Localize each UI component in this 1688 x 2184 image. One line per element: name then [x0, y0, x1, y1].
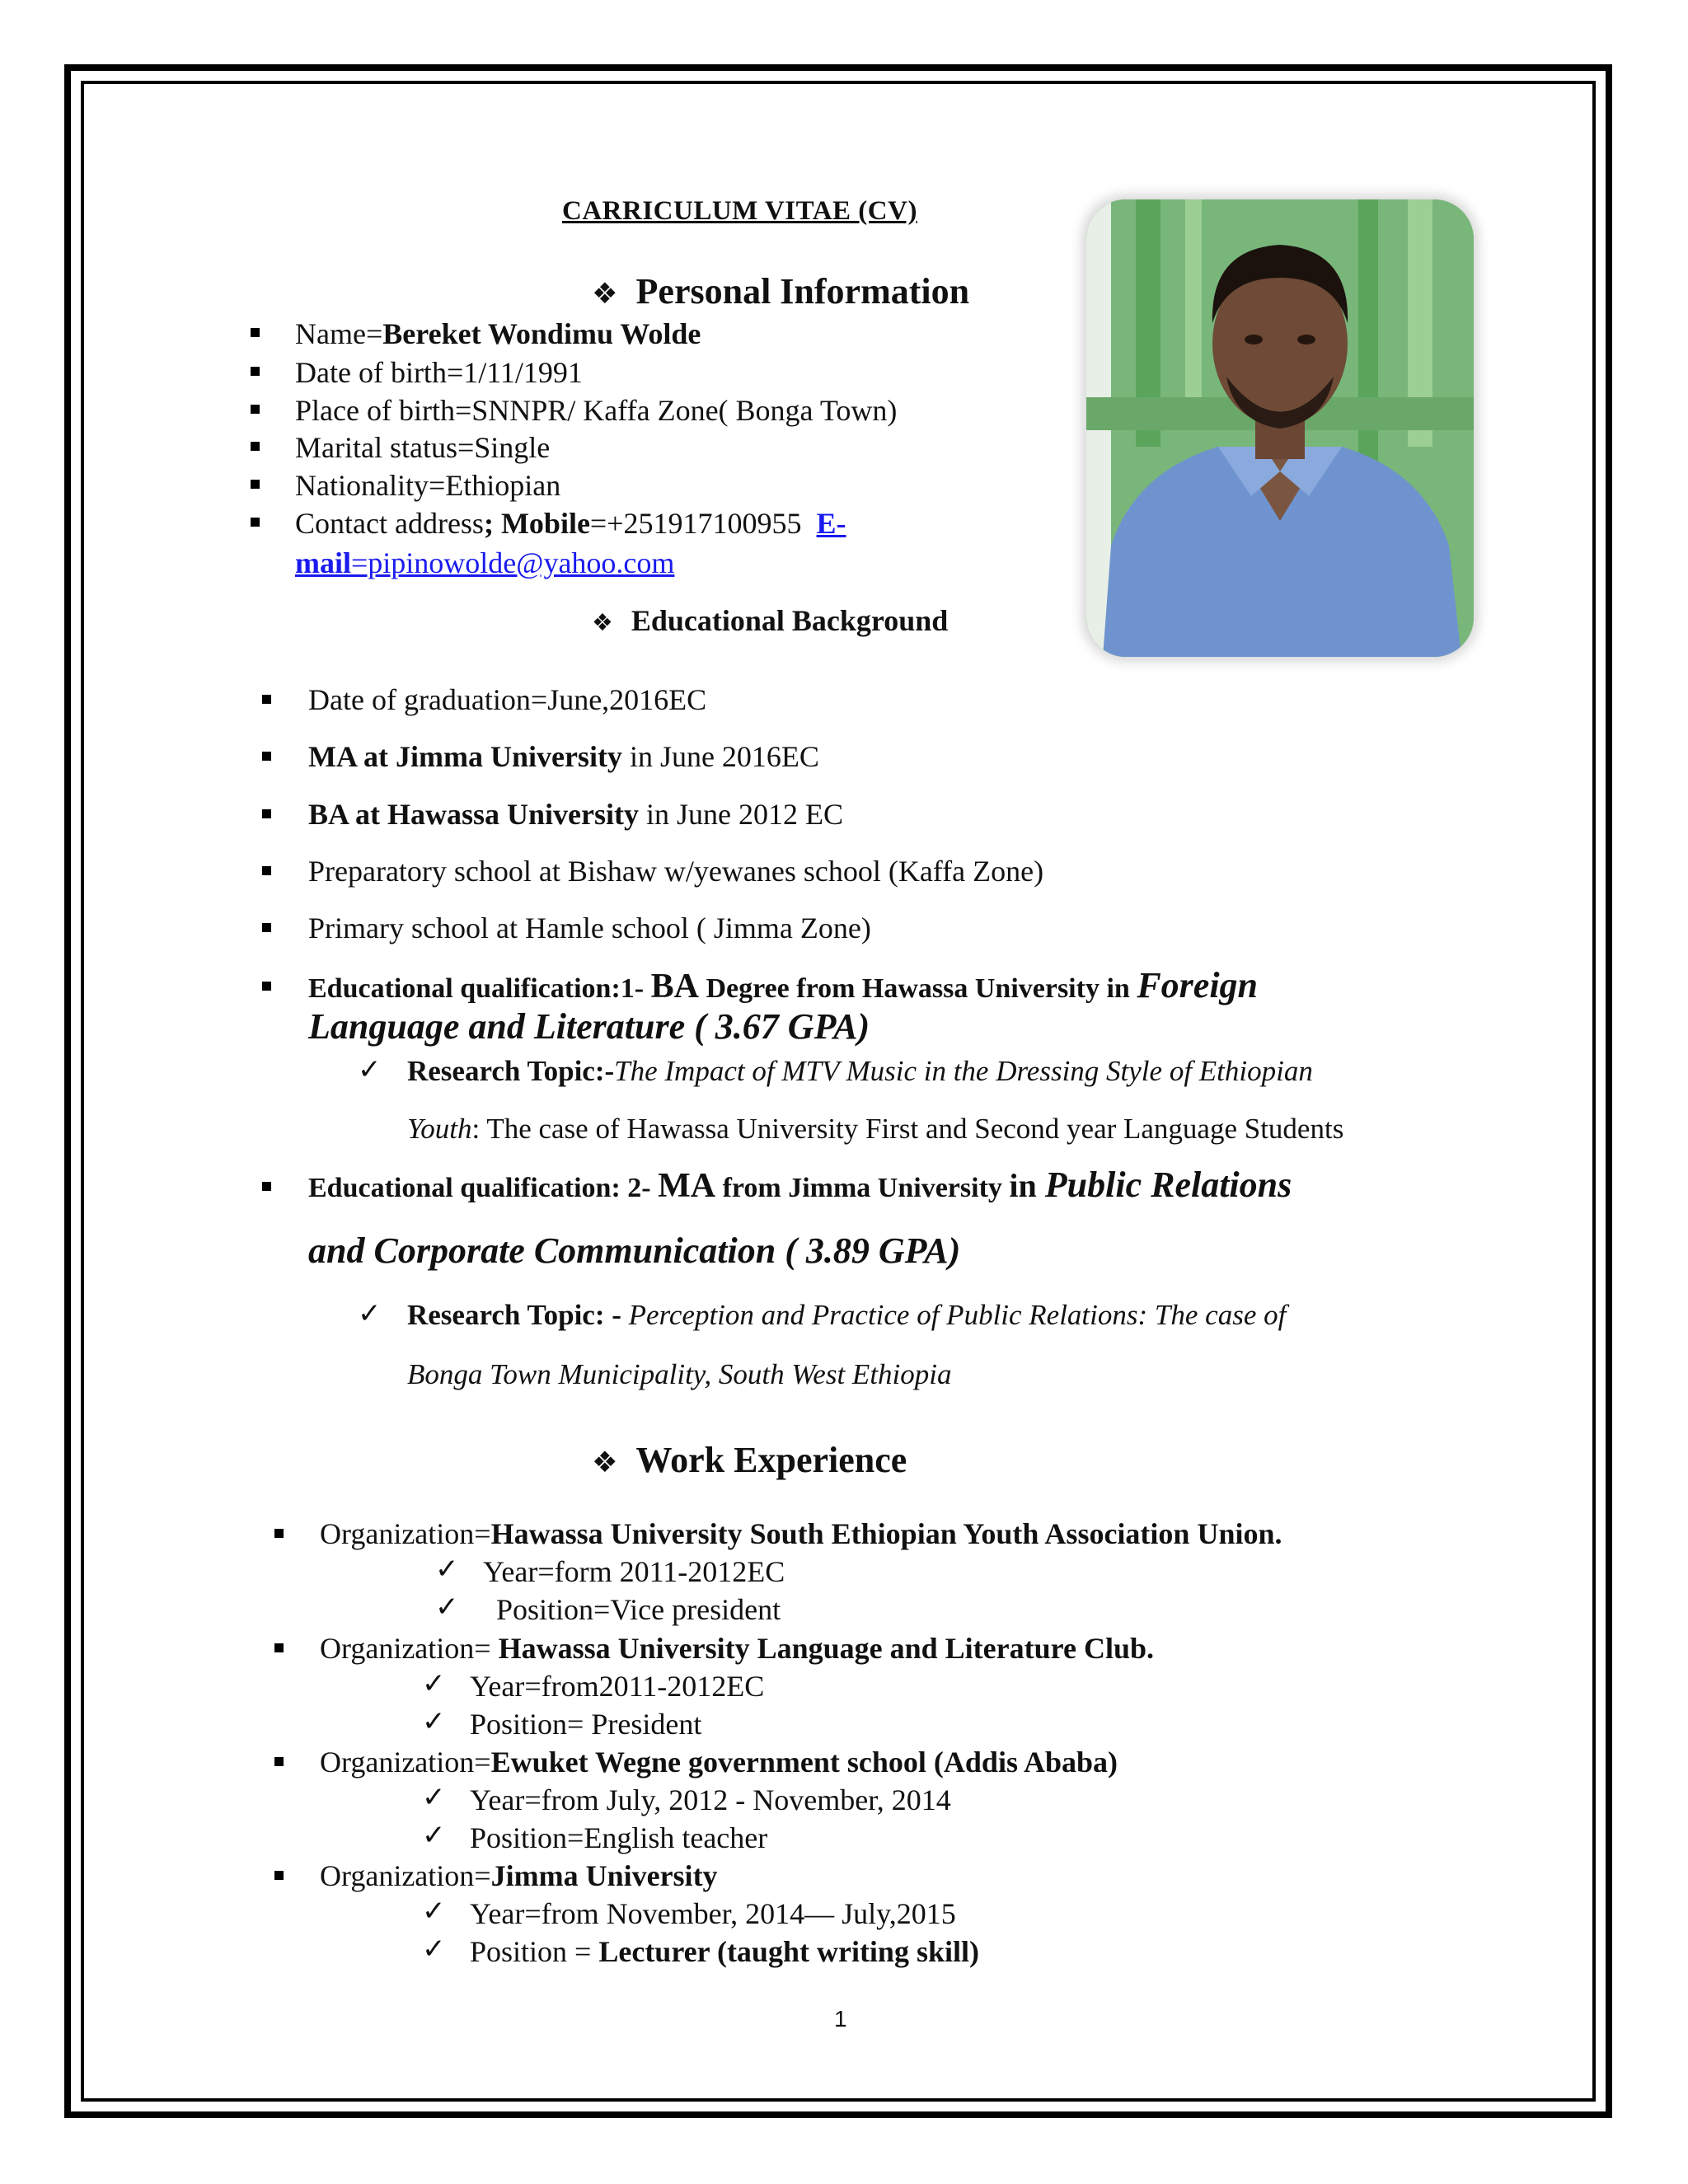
work-year-2: Year=from2011-2012EC — [470, 1670, 765, 1703]
square-bullet-icon — [251, 442, 260, 451]
work-position-2: Position= President — [470, 1708, 702, 1741]
square-bullet-icon — [251, 328, 260, 337]
check-mark-icon: ✓ — [435, 1591, 459, 1624]
square-bullet-icon — [262, 923, 271, 932]
diamond-bullet-icon: ❖ — [592, 608, 613, 636]
marital-line: Marital status=Single — [295, 431, 551, 464]
square-bullet-icon — [262, 866, 271, 875]
check-mark-icon: ✓ — [435, 1553, 459, 1586]
work-year-4: Year=from November, 2014— July,2015 — [470, 1897, 956, 1930]
qualification-2-line: Educational qualification: 2- MA from Jimma University in Public Relations — [308, 1165, 1292, 1205]
work-org-3: Organization=Ewuket Wegne government school (Addis Ababa) — [320, 1746, 1118, 1779]
primary-line: Primary school at Hamle school ( Jimma Zone) — [308, 912, 871, 944]
personal-info-heading: ❖ Personal Information — [592, 271, 970, 312]
contact-line: Contact address; Mobile=+251917100955 E- — [295, 507, 846, 540]
square-bullet-icon — [262, 752, 271, 761]
check-mark-icon: ✓ — [422, 1895, 446, 1928]
diamond-bullet-icon: ❖ — [592, 1446, 618, 1479]
qualification-1-field: Language and Literature ( 3.67 GPA) — [308, 1006, 870, 1047]
check-mark-icon: ✓ — [358, 1297, 382, 1330]
education-heading: ❖ Educational Background — [592, 604, 949, 637]
email-link[interactable]: mail=pipinowolde@yahoo.com — [295, 546, 675, 579]
square-bullet-icon — [262, 1182, 271, 1191]
work-year-1: Year=form 2011-2012EC — [483, 1555, 785, 1588]
work-org-2: Organization= Hawassa University Language and Literature Club. — [320, 1632, 1154, 1665]
graduation-line: Date of graduation=June,2016EC — [308, 683, 707, 716]
nationality-line: Nationality=Ethiopian — [295, 469, 561, 502]
square-bullet-icon — [274, 1529, 284, 1538]
pob-line: Place of birth=SNNPR/ Kaffa Zone( Bonga Town) — [295, 394, 898, 427]
work-org-1: Organization=Hawassa University South Ethiopian Youth Association Union. — [320, 1517, 1282, 1550]
square-bullet-icon — [262, 695, 271, 704]
square-bullet-icon — [251, 518, 260, 527]
ba-line: BA at Hawassa University in June 2012 EC — [308, 798, 844, 831]
square-bullet-icon — [262, 982, 271, 991]
work-position-1: Position=Vice president — [496, 1593, 781, 1626]
work-org-4: Organization=Jimma University — [320, 1859, 718, 1892]
diamond-bullet-icon: ❖ — [592, 277, 618, 311]
research-topic-2-line: Research Topic: - Perception and Practice of Public Relations: The case of — [407, 1299, 1287, 1331]
square-bullet-icon — [274, 1643, 284, 1652]
qualification-2-field: and Corporate Communication ( 3.89 GPA) — [308, 1230, 961, 1271]
check-mark-icon: ✓ — [358, 1053, 382, 1086]
qualification-1-line: Educational qualification:1- BA Degree from Hawassa University in Foreign — [308, 965, 1259, 1005]
check-mark-icon: ✓ — [422, 1667, 446, 1700]
research-topic-1-line: Research Topic:-The Impact of MTV Music in the Dressing Style of Ethiopian — [407, 1055, 1313, 1087]
profile-photo — [1086, 199, 1474, 657]
check-mark-icon: ✓ — [422, 1705, 446, 1738]
square-bullet-icon — [274, 1757, 284, 1766]
check-mark-icon: ✓ — [422, 1933, 446, 1966]
square-bullet-icon — [251, 405, 260, 414]
check-mark-icon: ✓ — [422, 1781, 446, 1814]
work-heading: ❖ Work Experience — [592, 1440, 907, 1480]
square-bullet-icon — [274, 1871, 284, 1880]
square-bullet-icon — [262, 809, 271, 818]
preparatory-line: Preparatory school at Bishaw w/yewanes school (Kaffa Zone) — [308, 855, 1044, 888]
research-topic-1-cont: Youth: The case of Hawassa University First and Second year Language Students — [407, 1113, 1344, 1145]
email-line — [295, 546, 674, 580]
work-position-3: Position=English teacher — [470, 1821, 768, 1854]
square-bullet-icon — [251, 480, 260, 489]
document-title: CARRICULUM VITAE (CV) — [562, 196, 917, 226]
page-number: 1 — [834, 2006, 847, 2032]
check-mark-icon: ✓ — [422, 1819, 446, 1852]
work-year-3: Year=from July, 2012 - November, 2014 — [470, 1783, 951, 1816]
email-link-part1[interactable]: E- — [816, 507, 846, 540]
ma-line: MA at Jimma University in June 2016EC — [308, 740, 819, 773]
square-bullet-icon — [251, 367, 260, 376]
name-line: Name=Bereket Wondimu Wolde — [295, 317, 701, 350]
dob-line: Date of birth=1/11/1991 — [295, 356, 583, 389]
work-position-4: Position = Lecturer (taught writing skill) — [470, 1935, 979, 1968]
research-topic-2-cont: Bonga Town Municipality, South West Ethiopia — [407, 1358, 952, 1390]
